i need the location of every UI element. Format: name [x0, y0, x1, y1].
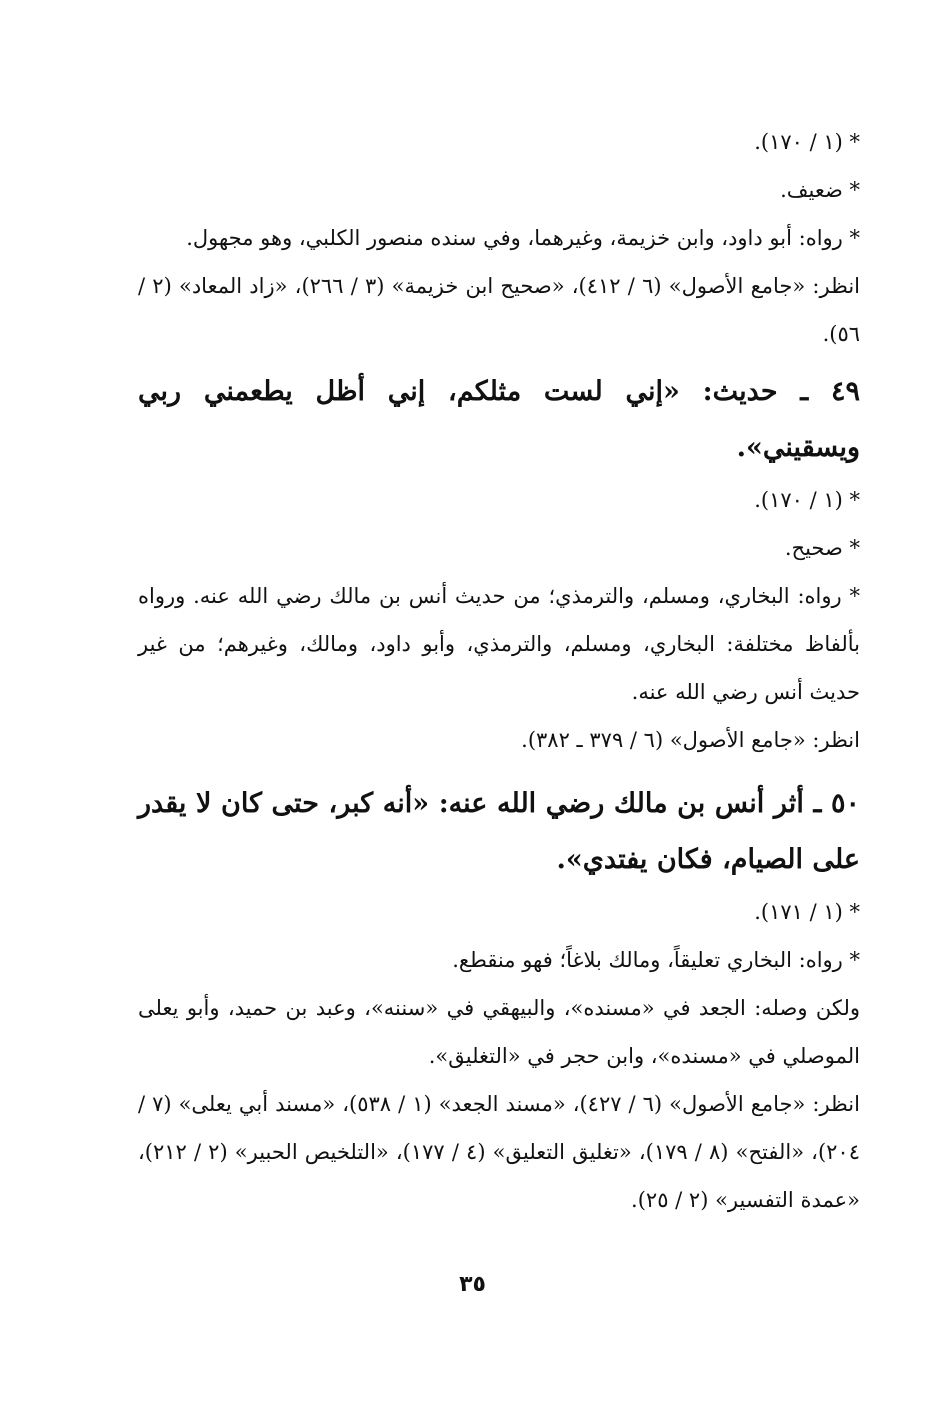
- reference-line: * (١ / ١٧٠).: [754, 130, 860, 154]
- page-body: [138, 118, 860, 1224]
- reference-line: * (١ / ١٧١).: [754, 900, 860, 924]
- grade-line: * صحيح.: [784, 536, 860, 560]
- grade-line: * ضعيف.: [780, 178, 860, 202]
- narration-paragraph: * رواه: البخاري، ومسلم، والترمذي؛ من حديث أنس بن مالك رضي الله عنه. ورواه بألفاظ مختلفة: البخاري، ومسلم، والترمذي، وأبو داود، ومالك، وغيرهم؛ من غير حديث أنس رضي الله عنه.: [138, 584, 860, 704]
- connection-paragraph: ولكن وصله: الجعد في «مسنده»، والبيهقي في «سننه»، وعبد بن حميد، وأبو يعلى الموصلي في «مسنده»، وابن حجر في «التغليق».: [138, 996, 860, 1068]
- narration-paragraph: * رواه: البخاري تعليقاً، ومالك بلاغاً؛ فهو منقطع.: [452, 948, 860, 972]
- athar-heading-50: ٥٠ ـ أثر أنس بن مالك رضي الله عنه: «أنه كبر، حتى كان لا يقدر على الصيام، فكان يفتدي».: [138, 788, 860, 875]
- reference-line: * (١ / ١٧٠).: [754, 488, 860, 512]
- sources-paragraph: انظر: «جامع الأصول» (٦ / ٣٧٩ ـ ٣٨٢).: [521, 728, 860, 752]
- narration-paragraph: * رواه: أبو داود، وابن خزيمة، وغيرهما، وفي سنده منصور الكلبي، وهو مجهول.: [186, 226, 860, 250]
- page-number: ٣٥: [459, 1272, 486, 1297]
- hadith-heading-49: ٤٩ ـ حديث: «إني لست مثلكم، إني أظل يطعمني ربي ويسقيني».: [138, 376, 860, 463]
- sources-paragraph: انظر: «جامع الأصول» (٦ / ٤٢٧)، «مسند الجعد» (١ / ٥٣٨)، «مسند أبي يعلى» (٧ / ٢٠٤)، «الفتح» (٨ / ١٧٩)، «تغليق التعليق» (٤ / ١٧٧)، «التلخيص الحبير» (٢ / ٢١٢)، «عمدة التفسير» (٢ / ٢٥).: [138, 1092, 860, 1212]
- sources-paragraph: انظر: «جامع الأصول» (٦ / ٤١٢)، «صحيح ابن خزيمة» (٣ / ٢٦٦)، «زاد المعاد» (٢ / ٥٦).: [138, 274, 860, 346]
